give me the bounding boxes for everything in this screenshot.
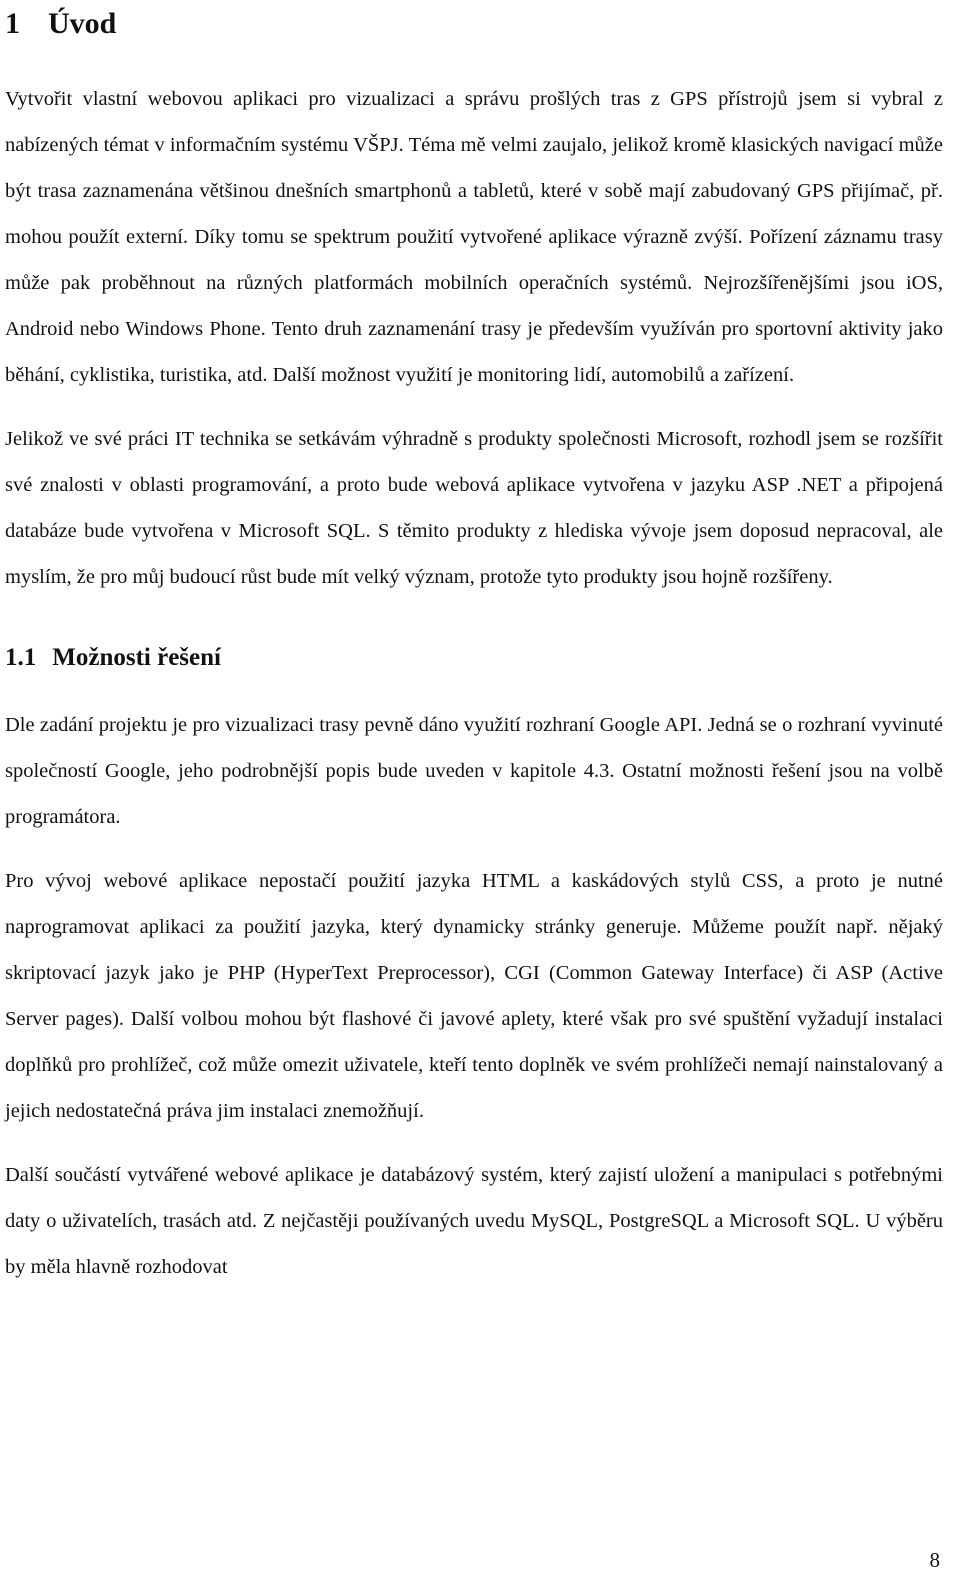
paragraph-intro-1: Vytvořit vlastní webovou aplikaci pro vizualizaci a správu prošlých tras z GPS přístrojů jsem si vybral z nabízených témat v informačním systému VŠPJ. Téma mě velmi zaujalo, jelikož kromě klasických navigací může být trasa zaznamenána většinou dnešních smartphonů a tabletů, které v sobě mají zabudovaný GPS přijímač, př. mohou použít externí. Díky tomu se spektrum použití vytvořené aplikace výrazně zvýší. Pořízení záznamu trasy může pak proběhnout na různých platformách mobilních operačních systémů. Nejrozšířenějšími jsou iOS, Android nebo Windows Phone. Tento druh zaznamenání trasy je především využíván pro sportovní aktivity jako běhání, cyklistika, turistika, atd. Další možnost využití je monitoring lidí, automobilů a zařízení. [5,88,943,386]
paragraph-intro-2: Jelikož ve své práci IT technika se setkávám výhradně s produkty společnosti Microsoft, rozhodl jsem se rozšířit své znalosti v oblasti programování, a proto bude webová aplikace vytvořena v jazyku ASP .NET a připojená databáze bude vytvořena v Microsoft SQL. S těmito produkty z hlediska vývoje jsem doposud nepracoval, ale myslím, že pro můj budoucí růst bude mít velký význam, protože tyto produkty jsou hojně rozšířeny. [5,428,943,588]
chapter-title: Úvod [48,7,117,40]
page-number: 8 [929,1548,940,1572]
paragraph-section-3: Další součástí vytvářené webové aplikace je databázový systém, který zajistí uložení a manipulaci s potřebnými daty o uživatelích, trasách atd. Z nejčastěji používaných uvedu MySQL, PostgreSQL a Microsoft SQL. U výběru by měla hlavně rozhodovat [5,1164,943,1278]
section-number: 1.1 [5,644,37,671]
paragraph-section-2: Pro vývoj webové aplikace nepostačí použití jazyka HTML a kaskádových stylů CSS, a proto je nutné naprogramovat aplikaci za použití jazyka, který dynamicky stránky generuje. Můžeme použít např. nějaký skriptovací jazyk jako je PHP (HyperText Preprocessor), CGI (Common Gateway Interface) či ASP (Active Server pages). Další volbou mohou být flashové či javové aplety, které však pro své spuštění vyžadují instalaci doplňků pro prohlížeč, což může omezit uživatele, kteří tento doplněk ve svém prohlížeči nemají nainstalovaný a jejich nedostatečná práva jim instalaci znemožňují. [5,870,943,1122]
page-content [5,0,943,1290]
chapter-heading [5,0,943,66]
paragraph-section-1: Dle zadání projektu je pro vizualizaci trasy pevně dáno využití rozhraní Google API. Jedná se o rozhraní vyvinuté společností Google, jeho podrobnější popis bude uveden v kapitole 4.3. Ostatní možnosti řešení jsou na volbě programátora. [5,714,943,828]
chapter-number: 1 [5,7,20,40]
section-heading [5,640,943,702]
section-title: Možnosti řešení [52,644,221,671]
